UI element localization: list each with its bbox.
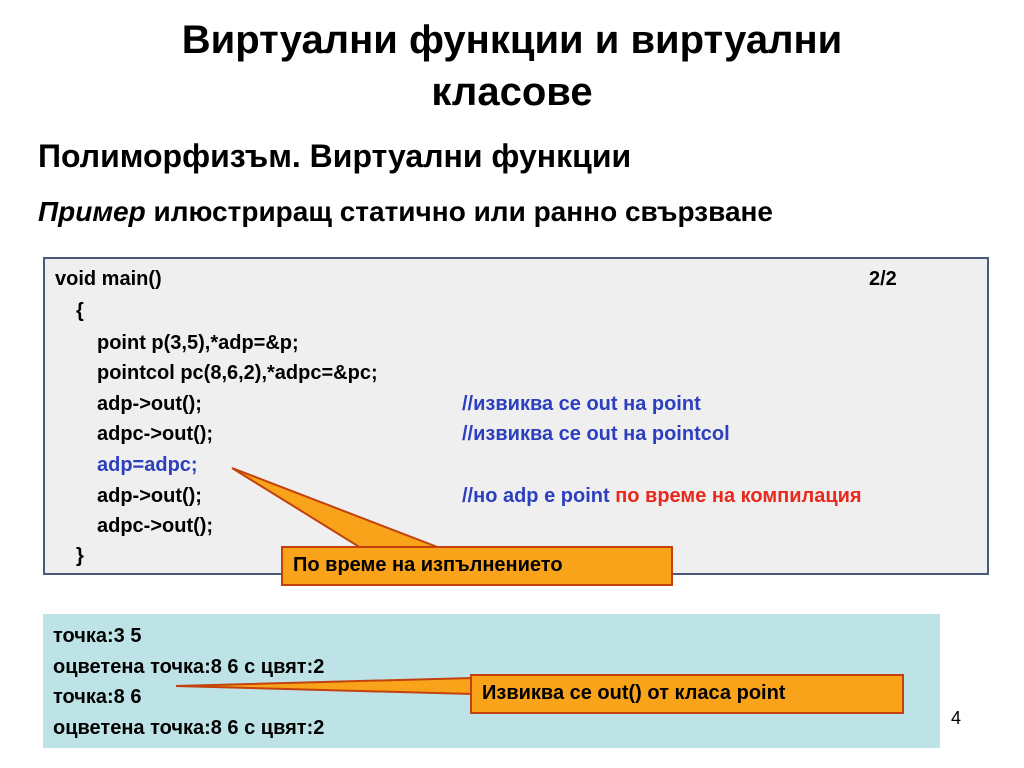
slide-subtitle: Полиморфизъм. Виртуални функции (38, 138, 632, 174)
example-description: илюстриращ статично или ранно свързване (145, 196, 773, 227)
code-comment-3-red: по време на компилация (615, 485, 862, 507)
code-line-pointcol: pointcol pc(8,6,2),*adpc=&pc; (97, 362, 378, 384)
example-heading (38, 196, 773, 228)
slide-title (60, 14, 964, 118)
code-line-call1: adp->out(); (97, 393, 202, 415)
code-open-brace: { (76, 300, 84, 322)
code-close-brace: } (76, 545, 84, 567)
code-line-point: point p(3,5),*adp=&p; (97, 332, 299, 354)
title-line-1: Виртуални функции и виртуални (181, 18, 843, 62)
output-line: точка:8 6 (53, 686, 142, 708)
code-line-main: void main() (55, 268, 162, 290)
example-word: Пример (38, 196, 146, 227)
code-line-assign: adp=adpc; (97, 454, 198, 476)
code-line-call4: adpc->out(); (97, 515, 214, 537)
output-line: оцветена точка:8 6 с цвят:2 (53, 656, 325, 678)
code-comment-3 (462, 484, 862, 508)
code-page-indicator: 2/2 (869, 268, 897, 290)
callout-runtime: По време на изпълнението (281, 546, 673, 586)
code-comment-3-blue: //но adp е point (462, 485, 616, 507)
callout-invokes: Извиква се out() от класа point (470, 674, 904, 714)
code-comment-2: //извиква се out на pointcol (462, 423, 730, 445)
code-comment-1: //извиква се out на point (462, 393, 701, 415)
code-line-call3: adp->out(); (97, 485, 202, 507)
output-line: оцветена точка:8 6 с цвят:2 (53, 717, 325, 739)
output-line: точка:3 5 (53, 625, 142, 647)
page-number: 4 (951, 708, 962, 728)
code-box (43, 257, 989, 575)
title-line-2: класове (431, 70, 593, 114)
code-line-call2: adpc->out(); (97, 423, 214, 445)
